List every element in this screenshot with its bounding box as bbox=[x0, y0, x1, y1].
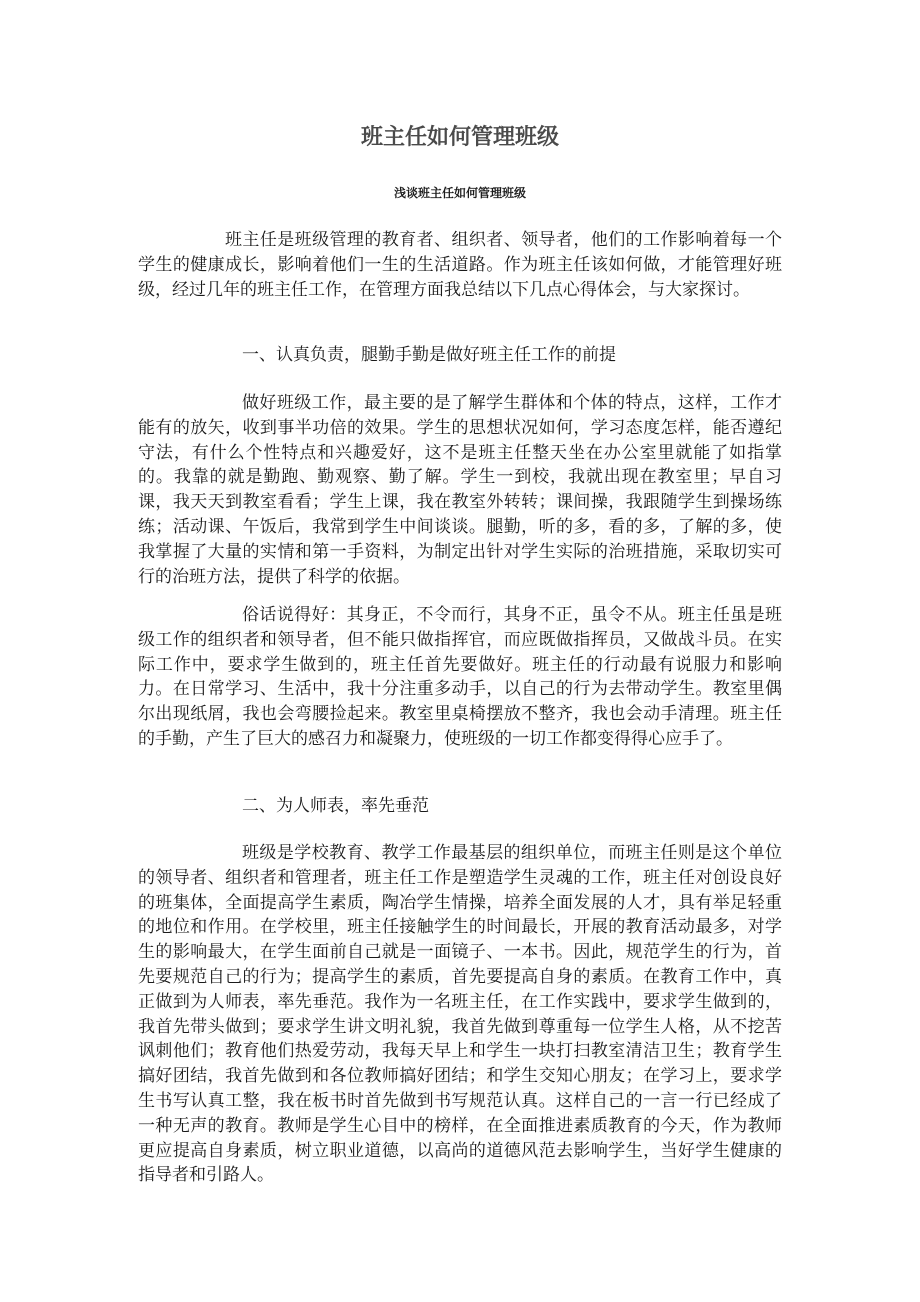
section1-paragraph1: 做好班级工作，最主要的是了解学生群体和个体的特点，这样，工作才能有的放矢，收到事半功倍的效果。学生的思想状况如何，学习态度怎样，能否遵纪守法，有什么个性特点和兴趣爱好，这不是班主任整天坐在办公室里就能了如指掌的。我靠的就是勤跑、勤观察、勤了解。学生一到校，我就出现在教室里；早自习课，我天天到教室看看；学生上课，我在教室外转转；课间操，我跟随学生到操场练练；活动课、午饭后，我常到学生中间谈谈。腿勤，听的多，看的多，了解的多，使我掌握了大量的实情和第一手资料，为制定出针对学生实际的治班措施，采取切实可行的治班方法，提供了科学的依据。 bbox=[138, 393, 782, 587]
document-subtitle: 浅谈班主任如何管理班级 bbox=[393, 186, 526, 200]
intro-paragraph: 班主任是班级管理的教育者、组织者、领导者，他们的工作影响着每一个学生的健康成长，影响着他们一生的生活道路。作为班主任该如何做，才能管理好班级，经过几年的班主任工作，在管理方面我总结以下几点心得体会，与大家探讨。 bbox=[138, 230, 782, 300]
section2-heading: 二、为人师表，率先垂范 bbox=[242, 796, 429, 816]
document-title: 班主任如何管理班级 bbox=[360, 125, 559, 150]
section1-paragraph2: 俗话说得好：其身正，不令而行，其身不正，虽令不从。班主任虽是班级工作的组织者和领导者，但不能只做指挥官，而应既做指挥员，又做战斗员。在实际工作中，要求学生做到的，班主任首先要做好。班主任的行动最有说服力和影响力。在日常学习、生活中，我十分注重多动手，以自己的行为去带动学生。教室里偶尔出现纸屑，我也会弯腰捡起来。教室里桌椅摆放不整齐，我也会动手清理。班主任的手勤，产生了巨大的感召力和凝聚力，使班级的一切工作都变得得心应手了。 bbox=[138, 605, 782, 749]
section2-paragraph1: 班级是学校教育、教学工作最基层的组织单位，而班主任则是这个单位的领导者、组织者和管理者，班主任工作是塑造学生灵魂的工作，班主任对创设良好的班集体，全面提高学生素质，陶冶学生情操，培养全面发展的人才，具有举足轻重的地位和作用。在学校里，班主任接触学生的时间最长，开展的教育活动最多，对学生的影响最大，在学生面前自己就是一面镜子、一本书。因此，规范学生的行为，首先要规范自己的行为；提高学生的素质，首先要提高自身的素质。在教育工作中，真正做到为人师表，率先垂范。我作为一名班主任，在工作实践中，要求学生做到的，我首先带头做到；要求学生讲文明礼貌，我首先做到尊重每一位学生人格，从不挖苦讽刺他们；教育他们热爱劳动，我每天早上和学生一块打扫教室清洁卫生；教育学生搞好团结，我首先做到和各位教师搞好团结；和学生交知心朋友；在学习上，要求学生书写认真工整，我在板书时首先做到书写规范认真。这样自己的一言一行已经成了一种无声的教育。教师是学生心目中的榜样，在全面推进素质教育的今天，作为教师更应提高自身素质，树立职业道德，以高尚的道德风范去影响学生，当好学生健康的指导者和引路人。 bbox=[138, 843, 782, 1186]
section1-heading: 一、认真负责，腿勤手勤是做好班主任工作的前提 bbox=[242, 345, 616, 365]
